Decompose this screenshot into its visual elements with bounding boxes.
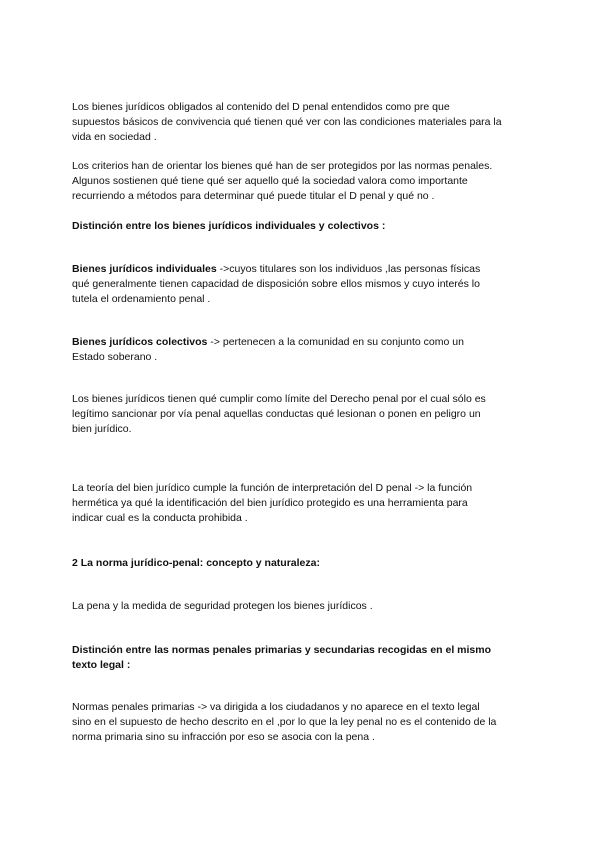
text-line: bien jurídico. <box>72 423 132 435</box>
heading-text: Distinción entre los bienes jurídicos individuales y colectivos : <box>72 220 386 232</box>
bold-term: Bienes jurídicos colectivos <box>72 336 208 348</box>
paragraph-teoria-bien-juridico <box>72 481 534 526</box>
text-line <box>72 335 534 350</box>
heading-norma-juridico-penal <box>72 556 534 571</box>
heading-text: 2 La norma jurídico-penal: concepto y naturaleza: <box>72 557 320 569</box>
text-line: sino en el supuesto de hecho descrito en el ,por lo que la ley penal no es el contenido de la <box>72 716 497 728</box>
text-line: La teoría del bien jurídico cumple la función de interpretación del D penal -> la función <box>72 482 473 494</box>
text-line <box>72 262 534 277</box>
heading-distincion-bienes <box>72 219 534 234</box>
line-rest: ->cuyos titulares son los individuos ,las personas físicas <box>216 263 481 275</box>
paragraph-bienes-colectivos <box>72 335 534 365</box>
text-line: Estado soberano . <box>72 351 158 363</box>
text-line: La pena y la medida de seguridad protegen los bienes jurídicos . <box>72 600 373 612</box>
paragraph-bienes-juridicos-intro <box>72 100 534 145</box>
text-line: norma primaria sino su infracción por eso se asocia con la pena . <box>72 731 375 743</box>
text-line: hermética ya qué la identificación del bien jurídico protegido es una herramienta para <box>72 497 468 509</box>
text-line: legítimo sancionar por vía penal aquellas conductas qué lesionan o ponen en peligro un <box>72 408 481 420</box>
paragraph-pena-medida <box>72 599 534 614</box>
heading-text: texto legal : <box>72 659 131 671</box>
paragraph-limite-derecho-penal <box>72 392 534 437</box>
paragraph-criterios <box>72 159 534 204</box>
text-line: Los bienes jurídicos obligados al contenido del D penal entendidos como pre que <box>72 101 450 113</box>
text-line: tutela el ordenamiento penal . <box>72 293 211 305</box>
bold-term: Bienes jurídicos individuales <box>72 263 217 275</box>
heading-text: Distinción entre las normas penales primarias y secundarias recogidas en el mismo <box>72 644 492 656</box>
line-rest: -> pertenecen a la comunidad en su conjunto como un <box>207 336 464 348</box>
text-line: Normas penales primarias -> va dirigida a los ciudadanos y no aparece en el texto legal <box>72 701 480 713</box>
text-line: vida en sociedad . <box>72 131 157 143</box>
text-line: supuestos básicos de convivencia qué tienen qué ver con las condiciones materiales para la <box>72 116 502 128</box>
text-line: qué generalmente tienen capacidad de disposición sobre ellos mismos y cuyo interés lo <box>72 278 480 290</box>
text-line: Algunos sostienen qué tiene qué ser aquello qué la sociedad valora como importante <box>72 175 468 187</box>
heading-normas-primarias-secundarias <box>72 643 534 673</box>
text-line: recurriendo a métodos para determinar qué puede titular el D penal y qué no . <box>72 190 435 202</box>
text-line: indicar cual es la conducta prohibida . <box>72 512 248 524</box>
paragraph-bienes-individuales <box>72 262 534 307</box>
paragraph-normas-primarias <box>72 700 534 745</box>
text-line: Los criterios han de orientar los bienes qué han de ser protegidos por las normas penales. <box>72 160 493 172</box>
text-line: Los bienes jurídicos tienen qué cumplir como límite del Derecho penal por el cual sólo es <box>72 393 486 405</box>
